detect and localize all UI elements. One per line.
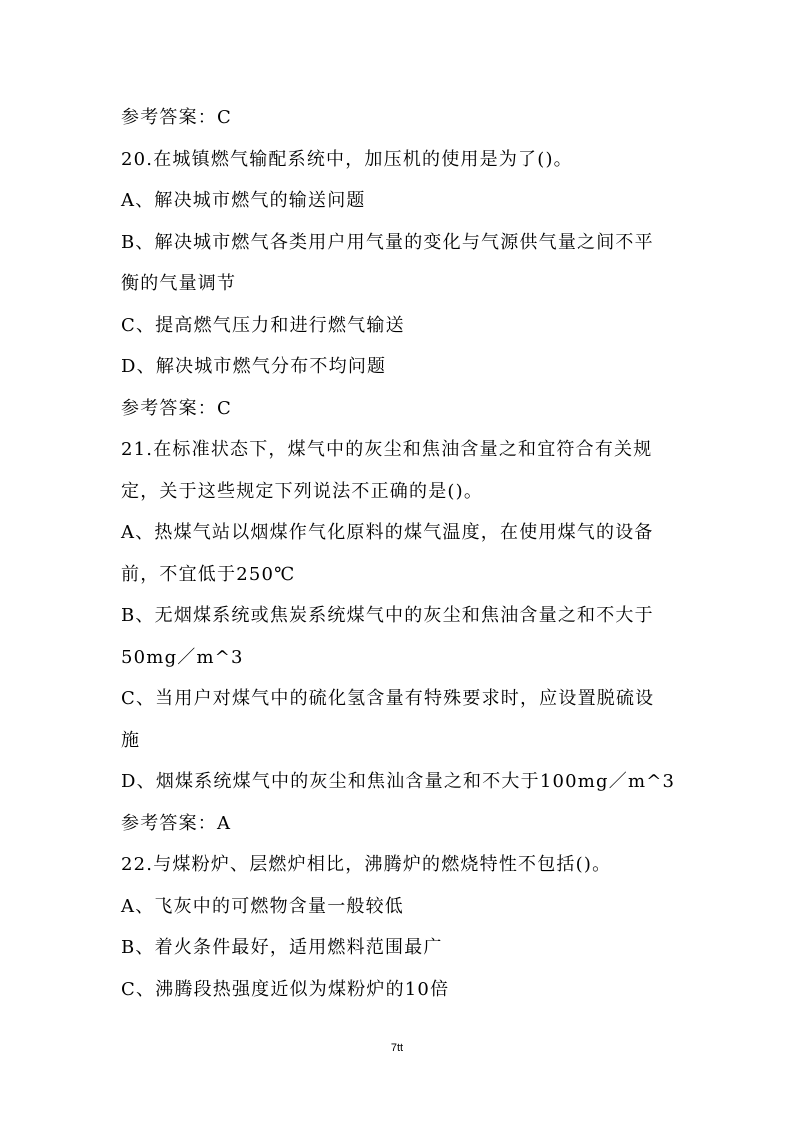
option-20-a: A、解决城市燃气的输送问题 [121,190,366,211]
option-21-d: D、烟煤系统煤气中的灰尘和焦汕含量之和不大于100mg／m^3 [121,771,676,792]
option-21-a-cont: 前，不宜低于250℃ [121,564,296,585]
answer-line-20: 参考答案：C [121,398,232,419]
option-21-c-cont: 施 [121,730,141,751]
question-20: 20.在城镇燃气输配系统中，加压机的使用是为了()。 [121,149,573,170]
option-20-c: C、提高燃气压力和进行燃气输送 [121,315,405,336]
option-20-b: B、解决城市燃气各类用户用气量的变化与气源供气量之间不平 [121,232,654,253]
answer-line-21: 参考答案：A [121,813,232,834]
option-20-b-cont: 衡的气量调节 [121,273,237,294]
question-21: 21.在标准状态下，煤气中的灰尘和焦油含量之和宜符合有关规 [121,439,653,460]
option-20-d: D、解决城市燃气分布不均问题 [121,356,387,377]
question-21-cont: 定，关于这些规定下列说法不正确的是()。 [121,481,484,502]
page-number: 7tt [390,1042,404,1054]
option-21-c: C、当用户对煤气中的硫化氢含量有特殊要求时，应设置脱硫设 [121,688,655,709]
answer-line-19: 参考答案：C [121,107,232,128]
option-22-b: B、着火条件最好，适用燃料范围最广 [121,937,443,958]
option-21-b: B、无烟煤系统或焦炭系统煤气中的灰尘和焦油含量之和不大于 [121,605,654,626]
option-22-c: C、沸腾段热强度近似为煤粉炉的10倍 [121,979,450,1000]
option-21-a: A、热煤气站以烟煤作气化原料的煤气温度，在使用煤气的设备 [121,522,654,543]
question-22: 22.与煤粉炉、层燃炉相比，沸腾炉的燃烧特性不包括()。 [121,854,612,875]
option-21-b-cont: 50mg／m^3 [121,647,244,668]
option-22-a: A、飞灰中的可燃物含量一般较低 [121,896,404,917]
